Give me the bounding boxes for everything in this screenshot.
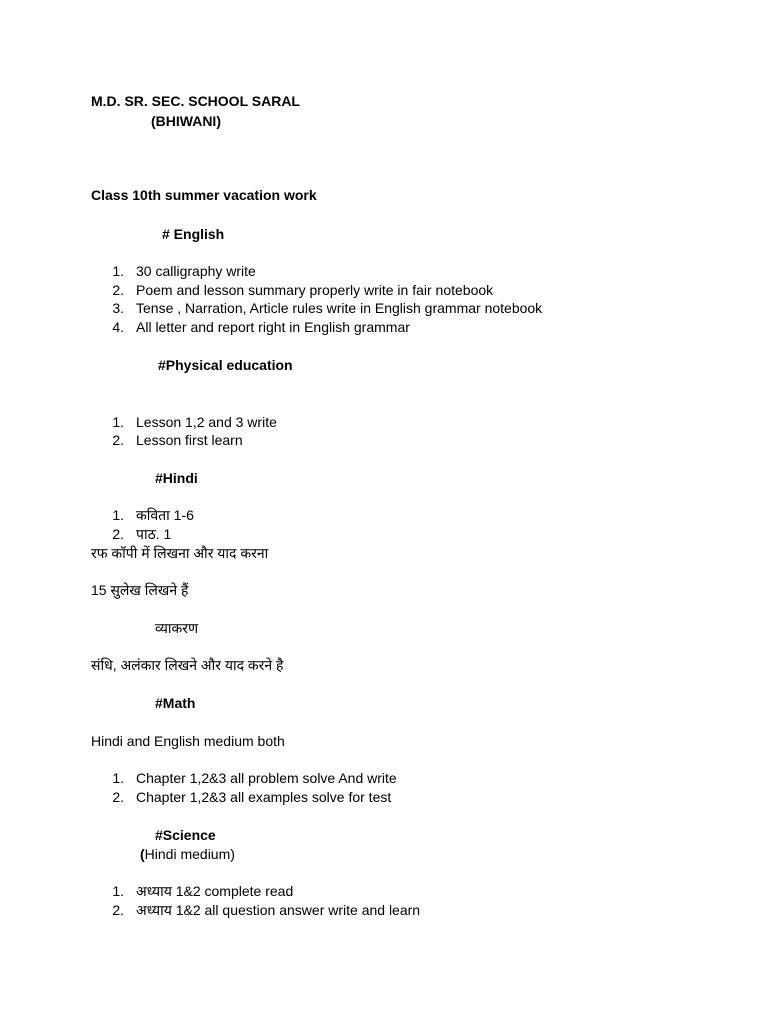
science-subheading: [140, 846, 235, 862]
list-item-number: 2.: [112, 282, 124, 298]
section-heading-hindi: #Hindi: [155, 470, 198, 486]
list-item: अध्याय 1&2 all question answer write and learn: [136, 902, 421, 918]
hindi-note-rough-copy: रफ कॉपी में लिखना और याद करना: [91, 545, 269, 561]
list-item-number: 2.: [112, 789, 124, 805]
list-item-number: 2.: [112, 902, 124, 918]
list-item-number: 1.: [112, 263, 124, 279]
list-item: Tense , Narration, Article rules write in English grammar notebook: [136, 300, 543, 316]
list-item-number: 4.: [112, 319, 124, 335]
list-item: कविता 1-6: [136, 507, 194, 523]
list-item: पाठ. 1: [136, 526, 172, 542]
list-item: All letter and report right in English grammar: [136, 319, 410, 335]
list-item: Lesson 1,2 and 3 write: [136, 414, 277, 430]
science-subheading-paren: (: [140, 846, 145, 862]
list-item-number: 1.: [112, 507, 124, 523]
school-name: M.D. SR. SEC. SCHOOL SARAL: [91, 93, 300, 109]
section-heading-physical-education: #Physical education: [158, 357, 293, 373]
list-item-number: 1.: [112, 414, 124, 430]
list-item: 30 calligraphy write: [136, 263, 256, 279]
hindi-note-calligraphy: 15 सुलेख लिखने हैं: [91, 582, 189, 598]
hindi-subheading-grammar: व्याकरण: [155, 620, 199, 636]
list-item: Lesson first learn: [136, 432, 243, 448]
list-item-number: 1.: [112, 770, 124, 786]
list-item: Poem and lesson summary properly write in fair notebook: [136, 282, 494, 298]
list-item-number: 1.: [112, 883, 124, 899]
school-district: (BHIWANI): [151, 113, 221, 129]
section-heading-science: #Science: [155, 827, 216, 843]
list-item-number: 3.: [112, 300, 124, 316]
list-item: Chapter 1,2&3 all examples solve for test: [136, 789, 392, 805]
document-title: Class 10th summer vacation work: [91, 187, 317, 203]
math-note: Hindi and English medium both: [91, 733, 285, 749]
list-item: अध्याय 1&2 complete read: [136, 883, 294, 899]
section-heading-math: #Math: [155, 695, 196, 711]
list-item-number: 2.: [112, 432, 124, 448]
hindi-note-grammar: संधि, अलंकार लिखने और याद करने है: [91, 657, 284, 673]
list-item: Chapter 1,2&3 all problem solve And write: [136, 770, 397, 786]
section-heading-english: # English: [162, 226, 225, 242]
list-item-number: 2.: [112, 526, 124, 542]
science-subheading-text: Hindi medium): [144, 846, 235, 862]
